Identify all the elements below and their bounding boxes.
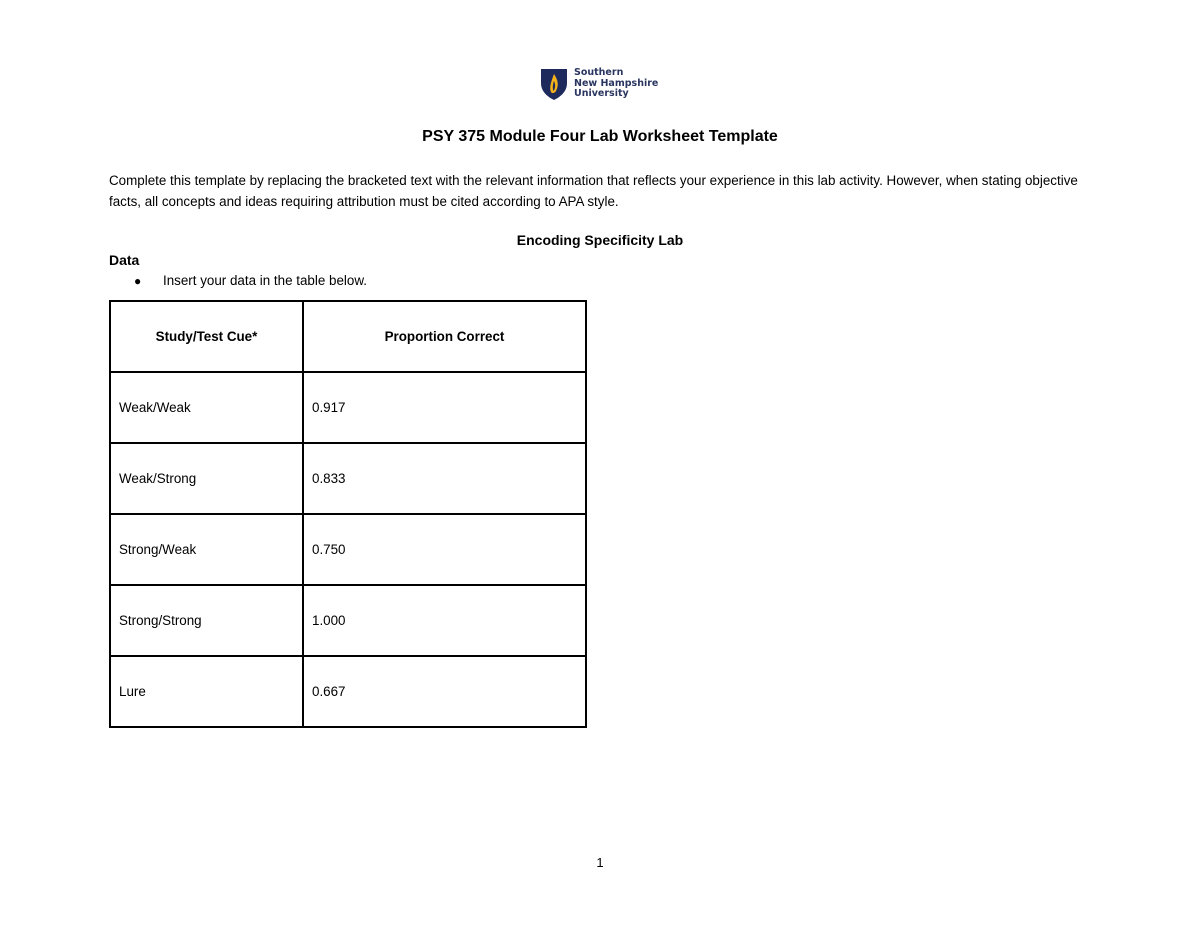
cue-cell[interactable]: Weak/Strong <box>110 443 303 514</box>
proportion-cell[interactable]: 0.833 <box>303 443 586 514</box>
table-row <box>110 514 586 585</box>
table-header-row <box>110 301 586 372</box>
table-row <box>110 656 586 727</box>
proportion-cell[interactable]: 0.750 <box>303 514 586 585</box>
lab-subtitle: Encoding Specificity Lab <box>516 232 684 248</box>
proportion-cell[interactable]: 0.917 <box>303 372 586 443</box>
instruction-bullet <box>134 273 367 288</box>
university-logo <box>539 66 658 102</box>
logo-line-2: New Hampshire <box>574 77 659 89</box>
logo-line-3: University <box>574 88 629 100</box>
data-table <box>109 300 587 728</box>
logo-line-1: Southern <box>574 67 624 79</box>
table-row <box>110 585 586 656</box>
intro-paragraph: Complete this template by replacing the bracketed text with the relevant information that reflects your experience in this lab activity. However, when stating objective facts, all concepts and ideas requiring attribution must be cited according to APA style. <box>109 173 1078 209</box>
cue-cell[interactable]: Strong/Weak <box>110 514 303 585</box>
table-row <box>110 443 586 514</box>
proportion-cell[interactable]: 1.000 <box>303 585 586 656</box>
page-number: 1 <box>596 855 604 870</box>
table-row <box>110 372 586 443</box>
page-title: PSY 375 Module Four Lab Worksheet Template <box>422 128 778 145</box>
bullet-icon: ● <box>134 273 142 288</box>
shield-flame-icon <box>539 67 569 101</box>
column-header-cue: Study/Test Cue* <box>110 301 303 372</box>
instruction-text: Insert your data in the table below. <box>163 273 367 288</box>
proportion-cell[interactable]: 0.667 <box>303 656 586 727</box>
data-section-heading: Data <box>109 252 140 268</box>
cue-cell[interactable]: Strong/Strong <box>110 585 303 656</box>
column-header-proportion: Proportion Correct <box>303 301 586 372</box>
cue-cell[interactable]: Lure <box>110 656 303 727</box>
cue-cell[interactable]: Weak/Weak <box>110 372 303 443</box>
